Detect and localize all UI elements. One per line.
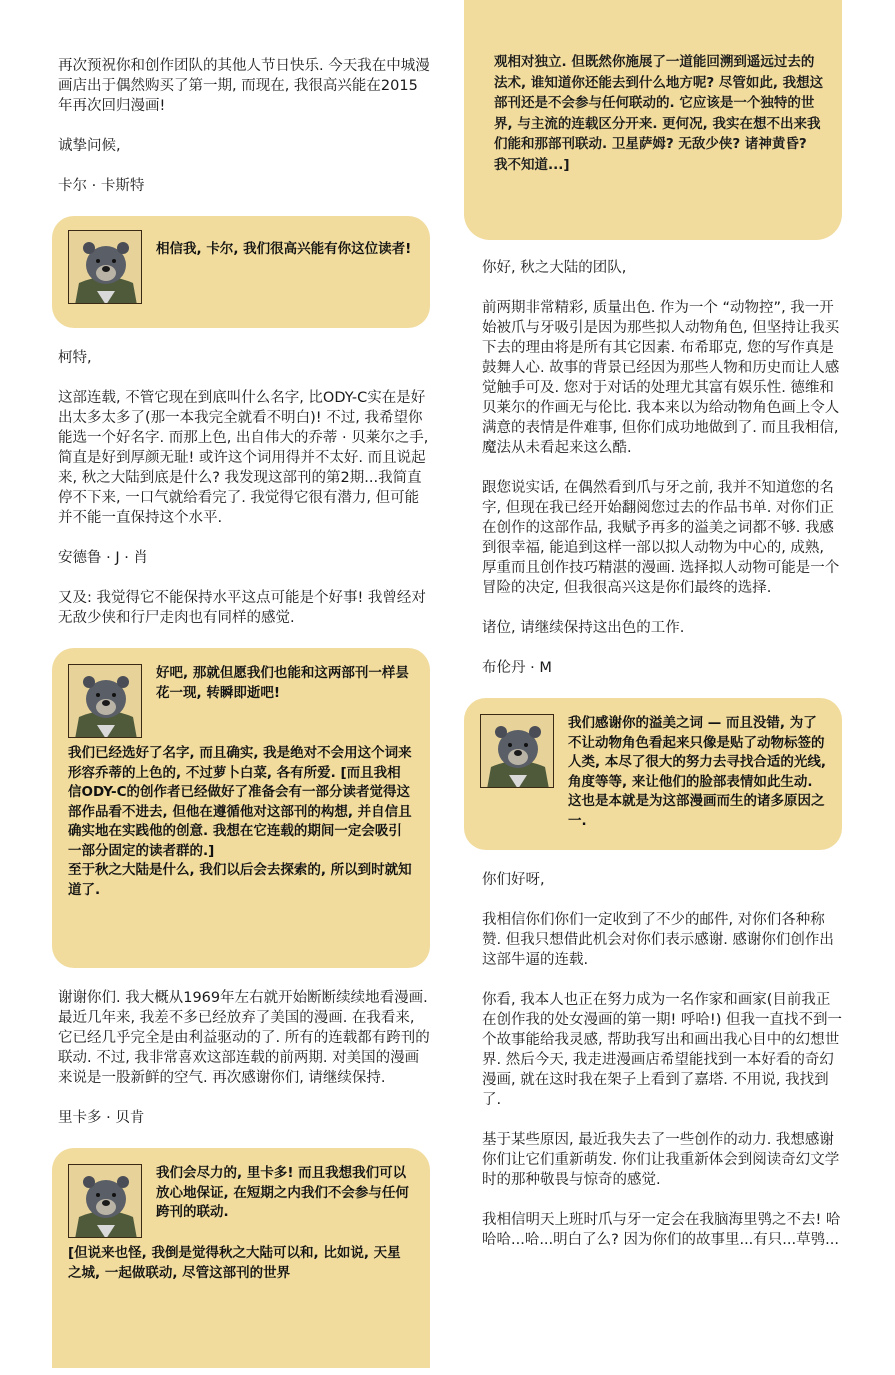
reply-bubble bbox=[464, 698, 842, 850]
letter-andrew bbox=[58, 348, 430, 628]
letter-body: 再次预祝你和创作团队的其他人节日快乐. 今天我在中城漫画店出于偶然购买了第一期, 而现在, 我很高兴能在2015年再次回归漫画! bbox=[58, 58, 430, 114]
letter-body: 谢谢你们. 我大概从1969年左右就开始断断续续地看漫画. 最近几年来, 我差不多已经放弃了美国的漫画. 在我看来, 它已经几乎完全是由利益驱动的了. 所有的连载都有跨刊的联动. 不过, 我非常喜欢这部连载的前两期. 对美国的漫画来说是一股新鲜的空气. 再次感谢你们, 请继续保持. bbox=[58, 990, 430, 1086]
bear-avatar-icon bbox=[68, 664, 142, 738]
letter-brendan bbox=[482, 258, 842, 678]
letter-signature: 卡尔 · 卡斯特 bbox=[58, 178, 145, 194]
letter-body: 诸位, 请继续保持这出色的工作. bbox=[482, 620, 685, 636]
letter-greeting: 你好, 秋之大陆的团队, bbox=[482, 260, 627, 276]
reply-text: 好吧, 那就但愿我们也能和这两部刊一样昙花一现, 转瞬即逝吧! bbox=[156, 665, 409, 701]
letter-signature: 里卡多 · 贝肯 bbox=[58, 1110, 145, 1126]
reply-text: 我们感谢你的溢美之词 — 而且没错, 为了不让动物角色看起来只像是贴了动物标签的人类, 本尽了很大的努力去寻找合适的光线, 角度等等, 来让他们的脸部表情如此生动. 这也是本就是为这部漫画而生的诸多原因之一. bbox=[568, 715, 826, 829]
reply-bubble bbox=[52, 648, 430, 968]
letter-postscript: 又及: 我觉得它不能保持水平这点可能是个好事! 我曾经对无敌少侠和行尸走肉也有同样的感觉. bbox=[58, 590, 426, 626]
letter-greeting: 柯特, bbox=[58, 350, 92, 366]
letter-signature: 安德鲁 · J · 肖 bbox=[58, 550, 148, 566]
reply-bubble-continued bbox=[464, 0, 842, 240]
letter-body: 我相信你们你们一定收到了不少的邮件, 对你们各种称赞. 但我只想借此机会对你们表示感谢. 感谢你们创作出这部牛逼的连载. bbox=[482, 912, 834, 968]
reply-bubble bbox=[52, 1148, 430, 1368]
bear-avatar-icon bbox=[68, 230, 142, 304]
reply-bubble bbox=[52, 216, 430, 328]
letter-ricardo bbox=[58, 988, 430, 1128]
right-column bbox=[464, 0, 854, 1270]
reply-text: [但说来也怪, 我倒是觉得秋之大陆可以和, 比如说, 天星之城, 一起做联动, 尽管这部刊的世界 bbox=[68, 1245, 401, 1281]
bear-avatar-icon bbox=[480, 714, 554, 788]
letter-body: 跟您说实话, 在偶然看到爪与牙之前, 我并不知道您的名字, 但现在我已经开始翻阅您过去的作品书单. 对你们正在创作的这部作品, 我赋予再多的溢美之词都不够. 我感到很幸福, 能追到这样一部以拟人动物为中心的, 成熟, 厚重而且创作技巧精湛的漫画. 选择拟人动物可能是一个冒险的决定, 但我很高兴这是你们最终的选择. bbox=[482, 480, 840, 596]
letter-body: 你看, 我本人也正在努力成为一名作家和画家(目前我正在创作我的处女漫画的第一期! 呼哈!) 但我一直找不到一个故事能给我灵感, 帮助我写出和画出我心目中的幻想世界. 然后今天, 我走进漫画店希望能找到一本好看的奇幻漫画, 就在这时我在架子上看到了嘉塔. 不用说, 我找到了. bbox=[482, 992, 842, 1108]
reply-text: 观相对独立. 但既然你施展了一道能回溯到遥远过去的法术, 谁知道你还能去到什么地方呢? 尽管如此, 我想这部刊还是不会参与任何联动的. 它应该是一个独特的世界, 与主流的连载区分开来. 更何况, 我实在想不出来我们能和那部刊联动. 卫星萨姆? 无敌少侠? 诸神黄昏? 我不知道...] bbox=[494, 54, 824, 173]
bear-avatar-icon bbox=[68, 1164, 142, 1238]
letter-greeting: 你们好呀, bbox=[482, 872, 545, 888]
letter-body: 这部连载, 不管它现在到底叫什么名字, 比ODY-C实在是好出太多太多了(那一本我完全就看不明白)! 不过, 我希望你能选一个好名字. 而那上色, 出自伟大的乔蒂 · 贝莱尔之手, 简直是好到厚颜无耻! 或许这个词用得并不太好. 而且说起来, 秋之大陆到底是什么? 我发现这部刊的第2期...我简直停不下来, 一口气就给看完了. 我觉得它很有潜力, 但可能并不能一直保持这个水平. bbox=[58, 390, 429, 526]
letter-closing: 诚挚问候, bbox=[58, 138, 121, 154]
letter-karl bbox=[58, 56, 430, 196]
reply-text: 至于秋之大陆是什么, 我们以后会去探索的, 所以到时就知道了. bbox=[68, 862, 412, 898]
reply-text: 我们已经选好了名字, 而且确实, 我是绝对不会用这个词来形容乔蒂的上色的, 不过萝卜白菜, 各有所爱. [而且我相信ODY-C的创作者已经做好了准备会有一部分读者觉得这部作品看不进去, 但他在遵循他对这部刊的构想, 并自信且确实地在实践他的创意. 我想在它连载的期间一定会吸引一部分固定的读者群的.] bbox=[68, 745, 412, 859]
reply-text: 我们会尽力的, 里卡多! 而且我想我们可以放心地保证, 在短期之内我们不会参与任何跨刊的联动. bbox=[156, 1165, 409, 1220]
letter-body: 我相信明天上班时爪与牙一定会在我脑海里鸮之不去! 哈哈哈...哈...明白了么? 因为你们的故事里...有只...草鸮... bbox=[482, 1212, 841, 1248]
letter-body: 前两期非常精彩, 质量出色. 作为一个 “动物控”, 我一开始被爪与牙吸引是因为那些拟人动物角色, 但坚持让我买下去的理由将是所有其它因素. 布希耶克, 您的写作真是鼓舞人心. 故事的背景已经因为那些人物和历史而让人感觉触手可及. 您对于对话的处理尤其富有娱乐性. 德维和贝莱尔的作画无与伦比. 我本来以为给动物角色画上令人满意的表情是件难事, 但你们成功地做到了. 而且我相信, 魔法从未看起来这么酷. bbox=[482, 300, 840, 456]
letter-fan bbox=[482, 870, 842, 1250]
reply-text: 相信我, 卡尔, 我们很高兴能有你这位读者! bbox=[156, 241, 412, 257]
left-column bbox=[52, 56, 442, 1368]
letter-signature: 布伦丹 · M bbox=[482, 660, 552, 676]
letter-body: 基于某些原因, 最近我失去了一些创作的动力. 我想感谢你们让它们重新萌发. 你们让我重新体会到阅读奇幻文学时的那种敬畏与惊奇的感觉. bbox=[482, 1132, 840, 1188]
